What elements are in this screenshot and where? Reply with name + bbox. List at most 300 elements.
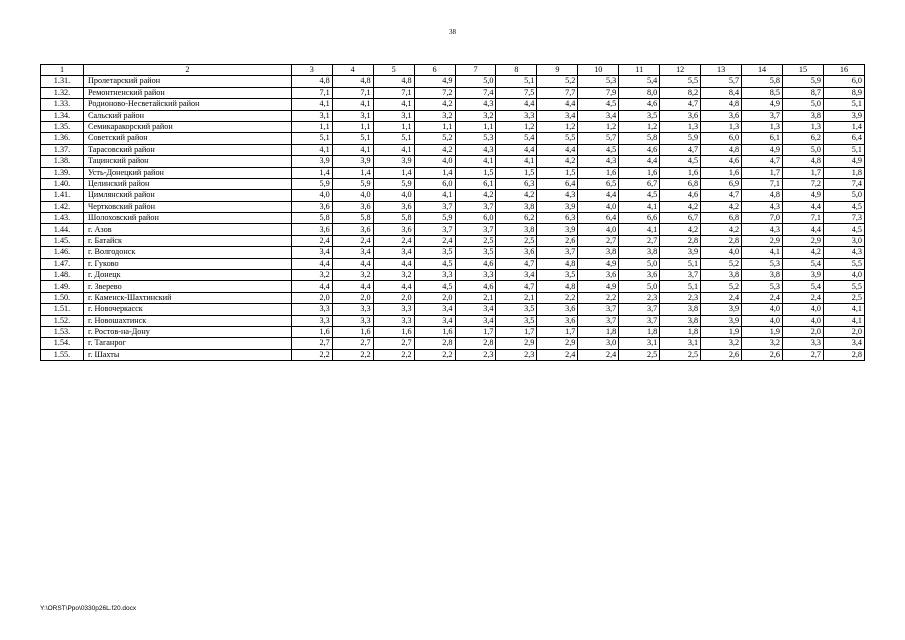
value-cell: 4,6 [701,156,742,167]
value-cell: 2,2 [332,349,373,360]
value-cell: 4,3 [578,156,619,167]
value-cell: 4,1 [619,201,660,212]
table-row [41,281,865,292]
value-cell: 2,7 [332,338,373,349]
value-cell: 2,9 [496,338,537,349]
value-cell: 4,4 [578,190,619,201]
row-number-cell: 1.45. [41,235,84,246]
value-cell: 5,8 [332,213,373,224]
value-cell: 1,6 [660,167,701,178]
value-cell: 5,9 [373,178,414,189]
value-cell: 3,6 [332,201,373,212]
column-header: 1 [41,65,84,76]
value-cell: 3,8 [496,224,537,235]
value-cell: 1,8 [823,167,864,178]
district-name-cell: Тацинский район [83,156,291,167]
value-cell: 5,2 [537,76,578,87]
value-cell: 4,5 [660,156,701,167]
value-cell: 3,6 [291,224,332,235]
table-row [41,304,865,315]
value-cell: 4,3 [455,99,496,110]
value-cell: 7,3 [823,213,864,224]
value-cell: 3,6 [537,315,578,326]
value-cell: 5,8 [619,133,660,144]
value-cell: 4,8 [373,76,414,87]
table-row [41,338,865,349]
value-cell: 3,8 [619,247,660,258]
value-cell: 4,1 [291,99,332,110]
row-number-cell: 1.37. [41,144,84,155]
value-cell: 2,4 [291,235,332,246]
value-cell: 4,5 [414,281,455,292]
value-cell: 4,2 [783,247,824,258]
value-cell: 5,5 [823,258,864,269]
value-cell: 3,5 [455,247,496,258]
value-cell: 2,9 [742,235,783,246]
value-cell: 1,4 [373,167,414,178]
value-cell: 1,9 [742,326,783,337]
value-cell: 4,8 [701,99,742,110]
value-cell: 4,4 [537,144,578,155]
value-cell: 3,9 [332,156,373,167]
value-cell: 7,1 [742,178,783,189]
table-row [41,247,865,258]
table-row [41,315,865,326]
value-cell: 1,1 [455,121,496,132]
row-number-cell: 1.34. [41,110,84,121]
value-cell: 3,9 [783,270,824,281]
row-number-cell: 1.36. [41,133,84,144]
value-cell: 4,8 [742,190,783,201]
value-cell: 3,8 [578,247,619,258]
value-cell: 3,5 [496,304,537,315]
district-name-cell: г. Таганрог [83,338,291,349]
value-cell: 5,9 [332,178,373,189]
value-cell: 7,1 [291,87,332,98]
value-cell: 2,4 [414,235,455,246]
value-cell: 3,7 [578,315,619,326]
value-cell: 7,4 [455,87,496,98]
value-cell: 5,9 [783,76,824,87]
row-number-cell: 1.42. [41,201,84,212]
value-cell: 4,6 [619,99,660,110]
value-cell: 4,0 [701,247,742,258]
value-cell: 5,4 [783,281,824,292]
value-cell: 3,4 [414,315,455,326]
value-cell: 4,3 [823,247,864,258]
value-cell: 5,0 [455,76,496,87]
value-cell: 6,0 [701,133,742,144]
value-cell: 3,6 [619,270,660,281]
value-cell: 4,1 [823,315,864,326]
value-cell: 2,2 [537,292,578,303]
value-cell: 5,5 [823,281,864,292]
value-cell: 2,7 [783,349,824,360]
value-cell: 3,2 [373,270,414,281]
column-header: 15 [783,65,824,76]
value-cell: 4,4 [783,201,824,212]
value-cell: 7,2 [783,178,824,189]
value-cell: 3,6 [373,201,414,212]
value-cell: 1,6 [373,326,414,337]
table-row [41,110,865,121]
value-cell: 1,6 [578,167,619,178]
value-cell: 2,6 [742,349,783,360]
table-row [41,326,865,337]
value-cell: 5,2 [701,258,742,269]
value-cell: 5,4 [783,258,824,269]
value-cell: 3,3 [496,110,537,121]
value-cell: 4,6 [455,281,496,292]
value-cell: 6,9 [701,178,742,189]
value-cell: 4,8 [332,76,373,87]
column-header: 7 [455,65,496,76]
value-cell: 4,6 [455,258,496,269]
value-cell: 5,4 [619,76,660,87]
value-cell: 8,4 [701,87,742,98]
value-cell: 5,9 [414,213,455,224]
column-header: 10 [578,65,619,76]
row-number-cell: 1.35. [41,121,84,132]
table-row [41,167,865,178]
value-cell: 4,7 [742,156,783,167]
value-cell: 1,2 [537,121,578,132]
column-header: 11 [619,65,660,76]
value-cell: 1,6 [619,167,660,178]
value-cell: 2,1 [455,292,496,303]
value-cell: 4,5 [414,258,455,269]
value-cell: 3,6 [373,224,414,235]
value-cell: 6,7 [660,213,701,224]
value-cell: 3,4 [455,304,496,315]
district-name-cell: г. Азов [83,224,291,235]
value-cell: 1,8 [578,326,619,337]
value-cell: 7,0 [742,213,783,224]
value-cell: 4,4 [619,156,660,167]
table-row [41,156,865,167]
value-cell: 2,4 [578,349,619,360]
value-cell: 5,5 [537,133,578,144]
page-number: 38 [449,28,456,36]
value-cell: 4,4 [496,144,537,155]
value-cell: 5,9 [660,133,701,144]
row-number-cell: 1.31. [41,76,84,87]
value-cell: 3,3 [373,315,414,326]
value-cell: 4,2 [496,190,537,201]
value-cell: 4,1 [291,144,332,155]
value-cell: 4,2 [660,201,701,212]
value-cell: 1,5 [455,167,496,178]
value-cell: 3,9 [373,156,414,167]
value-cell: 5,9 [291,178,332,189]
value-cell: 1,1 [414,121,455,132]
district-name-cell: Целинский район [83,178,291,189]
value-cell: 1,3 [783,121,824,132]
value-cell: 4,8 [783,156,824,167]
value-cell: 1,4 [414,167,455,178]
value-cell: 8,7 [783,87,824,98]
value-cell: 2,5 [660,349,701,360]
value-cell: 3,6 [291,201,332,212]
district-name-cell: Усть-Донецкий район [83,167,291,178]
value-cell: 6,0 [414,178,455,189]
value-cell: 2,0 [373,292,414,303]
value-cell: 2,8 [823,349,864,360]
value-cell: 6,8 [660,178,701,189]
value-cell: 1,7 [537,326,578,337]
value-cell: 4,6 [619,144,660,155]
value-cell: 3,5 [414,247,455,258]
value-cell: 7,4 [823,178,864,189]
value-cell: 3,3 [332,315,373,326]
value-cell: 4,2 [414,99,455,110]
value-cell: 4,1 [619,224,660,235]
value-cell: 3,4 [578,110,619,121]
data-table [40,64,865,361]
table-row [41,178,865,189]
value-cell: 6,4 [823,133,864,144]
value-cell: 4,8 [537,281,578,292]
value-cell: 3,2 [332,270,373,281]
value-cell: 4,9 [783,190,824,201]
value-cell: 2,2 [373,349,414,360]
value-cell: 2,0 [291,292,332,303]
value-cell: 3,7 [455,201,496,212]
value-cell: 3,9 [537,201,578,212]
row-number-cell: 1.43. [41,213,84,224]
value-cell: 4,0 [332,190,373,201]
value-cell: 4,4 [496,99,537,110]
value-cell: 4,0 [578,201,619,212]
value-cell: 3,7 [414,224,455,235]
value-cell: 4,8 [701,144,742,155]
value-cell: 5,1 [291,133,332,144]
value-cell: 3,0 [823,235,864,246]
value-cell: 2,0 [823,326,864,337]
value-cell: 6,1 [742,133,783,144]
value-cell: 3,8 [660,304,701,315]
value-cell: 2,3 [496,349,537,360]
value-cell: 2,7 [619,235,660,246]
value-cell: 3,2 [414,110,455,121]
value-cell: 5,8 [742,76,783,87]
value-cell: 5,2 [414,133,455,144]
value-cell: 6,3 [496,178,537,189]
value-cell: 5,1 [660,281,701,292]
value-cell: 2,5 [455,235,496,246]
value-cell: 4,2 [660,224,701,235]
value-cell: 3,4 [496,270,537,281]
value-cell: 5,7 [701,76,742,87]
value-cell: 3,4 [373,247,414,258]
district-name-cell: Семикаракорский район [83,121,291,132]
value-cell: 3,4 [823,338,864,349]
column-header: 5 [373,65,414,76]
column-header: 8 [496,65,537,76]
value-cell: 2,2 [578,292,619,303]
value-cell: 4,4 [373,281,414,292]
table-row [41,235,865,246]
value-cell: 2,5 [823,292,864,303]
value-cell: 3,3 [332,304,373,315]
value-cell: 4,5 [823,224,864,235]
value-cell: 4,9 [414,76,455,87]
value-cell: 3,2 [291,270,332,281]
column-header: 13 [701,65,742,76]
value-cell: 6,4 [578,213,619,224]
value-cell: 3,4 [332,247,373,258]
row-number-cell: 1.55. [41,349,84,360]
district-name-cell: Ремонтненский район [83,87,291,98]
district-name-cell: Цимлянский район [83,190,291,201]
value-cell: 3,6 [537,304,578,315]
value-cell: 3,9 [537,224,578,235]
district-name-cell: Родионово-Несветайский район [83,99,291,110]
value-cell: 4,3 [455,144,496,155]
value-cell: 3,4 [414,304,455,315]
table-row [41,76,865,87]
table-row [41,224,865,235]
value-cell: 3,5 [537,270,578,281]
value-cell: 4,8 [291,76,332,87]
table-row [41,213,865,224]
value-cell: 4,5 [578,99,619,110]
value-cell: 1,6 [701,167,742,178]
value-cell: 3,3 [291,315,332,326]
value-cell: 3,3 [414,270,455,281]
value-cell: 5,1 [496,76,537,87]
value-cell: 1,7 [455,326,496,337]
value-cell: 1,2 [619,121,660,132]
value-cell: 2,6 [537,235,578,246]
value-cell: 3,2 [455,110,496,121]
value-cell: 4,5 [823,201,864,212]
value-cell: 3,5 [619,110,660,121]
value-cell: 4,4 [783,224,824,235]
value-cell: 1,1 [332,121,373,132]
value-cell: 4,7 [660,99,701,110]
value-cell: 3,7 [414,201,455,212]
value-cell: 4,7 [496,281,537,292]
value-cell: 5,3 [455,133,496,144]
value-cell: 2,3 [660,292,701,303]
value-cell: 3,4 [455,315,496,326]
value-cell: 1,7 [742,167,783,178]
value-cell: 4,3 [742,201,783,212]
value-cell: 8,2 [660,87,701,98]
value-cell: 2,0 [414,292,455,303]
value-cell: 6,8 [701,213,742,224]
value-cell: 3,8 [701,270,742,281]
column-header: 14 [742,65,783,76]
column-header: 16 [823,65,864,76]
row-number-cell: 1.41. [41,190,84,201]
value-cell: 5,0 [619,258,660,269]
value-cell: 5,1 [823,99,864,110]
value-cell: 2,4 [373,235,414,246]
value-cell: 2,0 [332,292,373,303]
value-cell: 3,7 [660,270,701,281]
value-cell: 3,8 [742,270,783,281]
value-cell: 2,5 [496,235,537,246]
value-cell: 2,0 [783,326,824,337]
table-row [41,190,865,201]
value-cell: 4,0 [373,190,414,201]
value-cell: 3,6 [701,110,742,121]
value-cell: 4,5 [578,144,619,155]
value-cell: 3,1 [660,338,701,349]
table-row [41,144,865,155]
table-row [41,201,865,212]
district-name-cell: Пролетарский район [83,76,291,87]
value-cell: 3,1 [373,110,414,121]
value-cell: 3,9 [823,110,864,121]
table-row [41,87,865,98]
value-cell: 5,7 [578,133,619,144]
value-cell: 7,1 [373,87,414,98]
value-cell: 3,5 [496,315,537,326]
value-cell: 1,8 [660,326,701,337]
value-cell: 5,1 [373,133,414,144]
value-cell: 4,9 [823,156,864,167]
value-cell: 3,3 [373,304,414,315]
value-cell: 4,5 [619,190,660,201]
value-cell: 2,8 [701,235,742,246]
value-cell: 3,7 [537,247,578,258]
value-cell: 2,3 [455,349,496,360]
row-number-cell: 1.54. [41,338,84,349]
value-cell: 4,0 [742,304,783,315]
district-name-cell: Тарасовский район [83,144,291,155]
row-number-cell: 1.38. [41,156,84,167]
value-cell: 4,3 [537,190,578,201]
value-cell: 5,8 [291,213,332,224]
value-cell: 2,5 [619,349,660,360]
value-cell: 1,5 [537,167,578,178]
district-name-cell: Чертковский район [83,201,291,212]
value-cell: 4,7 [701,190,742,201]
district-name-cell: г. Ростов-на-Дону [83,326,291,337]
value-cell: 2,4 [742,292,783,303]
footer-file-path: Y:\ORST\Ppo\0330p26L.f20.docx [40,605,137,612]
value-cell: 5,8 [373,213,414,224]
value-cell: 4,9 [578,281,619,292]
row-number-cell: 1.39. [41,167,84,178]
value-cell: 7,1 [783,213,824,224]
table-row [41,99,865,110]
value-cell: 3,0 [578,338,619,349]
value-cell: 3,7 [742,110,783,121]
value-cell: 2,4 [701,292,742,303]
value-cell: 5,0 [783,99,824,110]
table-row [41,349,865,360]
table-row [41,133,865,144]
header-row [41,65,865,76]
table-row [41,121,865,132]
value-cell: 4,1 [332,99,373,110]
value-cell: 4,1 [414,190,455,201]
district-name-cell: Сальский район [83,110,291,121]
value-cell: 2,4 [783,292,824,303]
value-cell: 7,7 [537,87,578,98]
value-cell: 7,9 [578,87,619,98]
value-cell: 3,6 [332,224,373,235]
value-cell: 4,4 [373,258,414,269]
table-row [41,258,865,269]
value-cell: 4,0 [783,304,824,315]
value-cell: 3,7 [578,304,619,315]
value-cell: 4,7 [660,144,701,155]
